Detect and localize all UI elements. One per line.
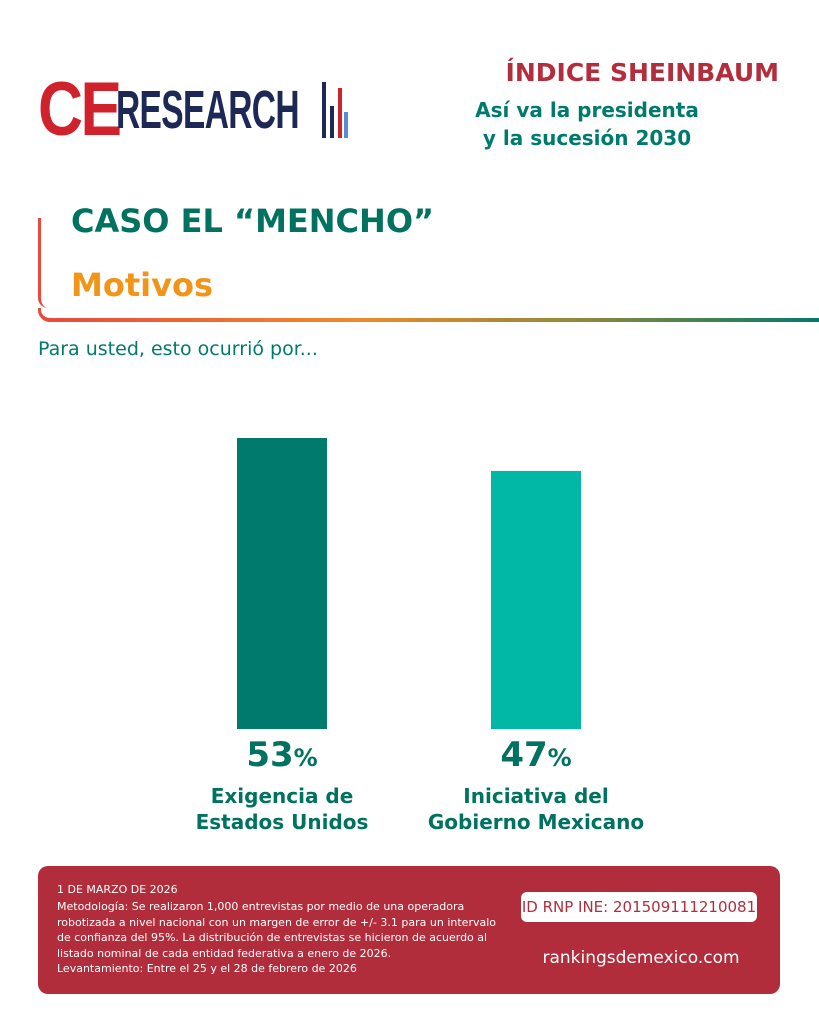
survey-question: Para usted, esto ocurrió por... [38,338,318,360]
section-title: CASO EL “MENCHO” [71,202,435,240]
methodology-body: Metodología: Se realizaron 1,000 entrevistas por medio de una operadora robotizada a nivel nacional con un margen de error de +/- 3.1 para un intervalo de confianza del 95%. La distribución de entrevistas se hicieron de acuerdo al listado nominal de cada entidad federativa a enero de 2026. [57,900,497,960]
publication-date: 1 DE MARZO DE 2026 [57,883,178,896]
fieldwork-dates: Levantamiento: Entre el 25 y el 28 de febrero de 2026 [57,962,357,975]
value-label-2 [500,735,571,775]
value-percent-1: % [293,744,318,772]
index-subtitle-line1: Así va la presidenta [475,98,699,122]
logo-research-text: RESEARCH [116,80,299,140]
rnp-id-badge: ID RNP INE: 201509111210081 [521,892,757,922]
category-label-2-line-1: Iniciativa del [463,784,609,808]
value-number-1: 53 [246,735,294,775]
bar-1 [237,438,327,729]
category-label-1-line-2: Estados Unidos [195,810,369,834]
value-number-2: 47 [500,735,548,775]
footer-panel [38,866,780,994]
website-link[interactable]: rankingsdemexico.com [542,948,740,968]
methodology-text [57,899,497,977]
bar-2 [491,471,581,729]
index-title: ÍNDICE SHEINBAUM [505,58,779,87]
category-label-1-line-1: Exigencia de [210,784,354,808]
value-label-1 [246,735,317,775]
category-label-2-line-2: Gobierno Mexicano [427,810,645,834]
value-percent-2: % [547,744,572,772]
index-subtitle-line2: y la sucesión 2030 [482,126,692,150]
section-subtitle: Motivos [71,266,213,304]
logo-ce-text: CE [38,67,120,152]
